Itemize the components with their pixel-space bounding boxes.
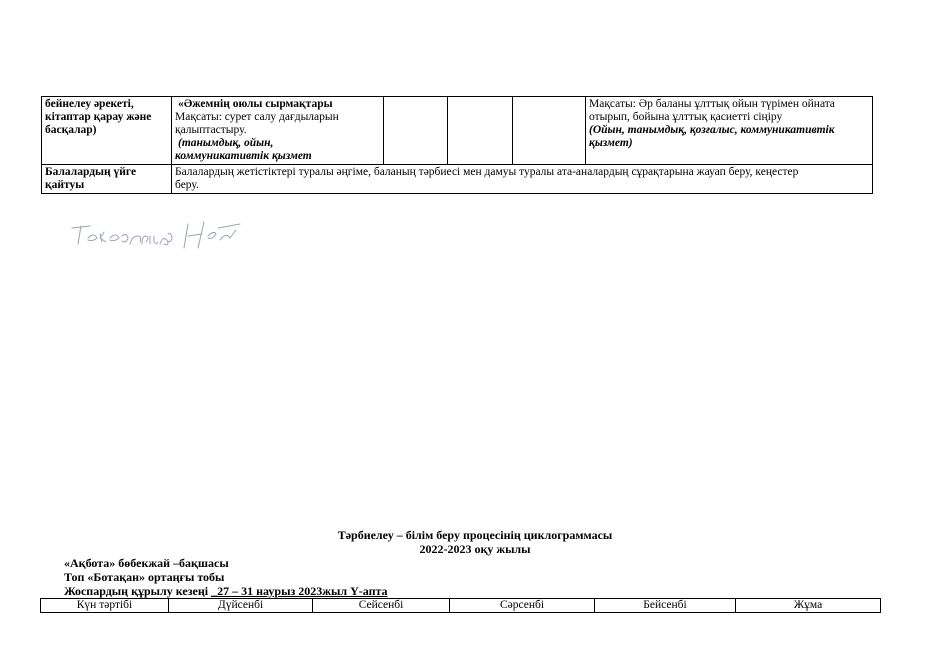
- monday-cell: «Әжемнің оюлы сырмақтары Мақсаты: сурет салу дағдыларын қалыптастыру. (танымдық, ойын, коммуникативтік қызмет: [172, 97, 384, 165]
- academic-year: 2022-2023 оқу жылы: [419, 542, 531, 556]
- column-header-wednesday: Сәрсенбі: [450, 599, 595, 613]
- header-row: [41, 599, 881, 613]
- friday-cell: Мақсаты: Әр баланы ұлттық ойын түрімен ойнатa отырып, бойына ұлттық қасиетті сіңіру (Ойын, танымдық, қозғалыс, коммуникативтік қызмет): [586, 97, 873, 165]
- weekly-schedule-header: [40, 598, 881, 613]
- group-name: Топ «Ботақан» ортаңғы тобы: [64, 570, 225, 584]
- kindergarten-name: «Ақбота» бөбекжай –бақшасы: [64, 556, 229, 570]
- row-label-art-activity: бейнелеу әрекеті, кітаптар қарау және басқалар): [42, 97, 172, 165]
- column-header-tuesday: Сейсенбі: [313, 599, 450, 613]
- monday-activity-title: «Әжемнің оюлы сырмақтары: [178, 98, 333, 110]
- column-header-thursday: Бейсенбі: [595, 599, 736, 613]
- table-row-going-home: [42, 165, 873, 194]
- tuesday-cell: [384, 97, 448, 165]
- column-header-friday: Жұма: [736, 599, 881, 613]
- schedule-table-continuation: [41, 96, 873, 194]
- column-header-daily-routine: Күн тәртібі: [41, 599, 169, 613]
- plan-period-value: _27 – 31 наурыз 2023жыл Ү-апта: [211, 584, 388, 598]
- going-home-content: Балалардың жетістіктері туралы әңгіме, баланың тәрбиесі мен дамуы туралы ата-аналардың сұрақтарына жауап беру, кеңестер беру.: [172, 165, 873, 194]
- column-header-monday: Дүйсенбі: [169, 599, 313, 613]
- handwritten-signature: [68, 214, 248, 254]
- table-row-art-activity: [42, 97, 873, 165]
- plan-period: [64, 584, 388, 598]
- row-label-going-home: Балалардың үйге қайтуы: [42, 165, 172, 194]
- document-title: Тәрбиелеу – білім беру процесінің циклограммасы: [337, 528, 613, 542]
- thursday-cell: [513, 97, 586, 165]
- wednesday-cell: [448, 97, 513, 165]
- plan-period-label: Жоспардың құрылу кезеңі: [64, 584, 209, 598]
